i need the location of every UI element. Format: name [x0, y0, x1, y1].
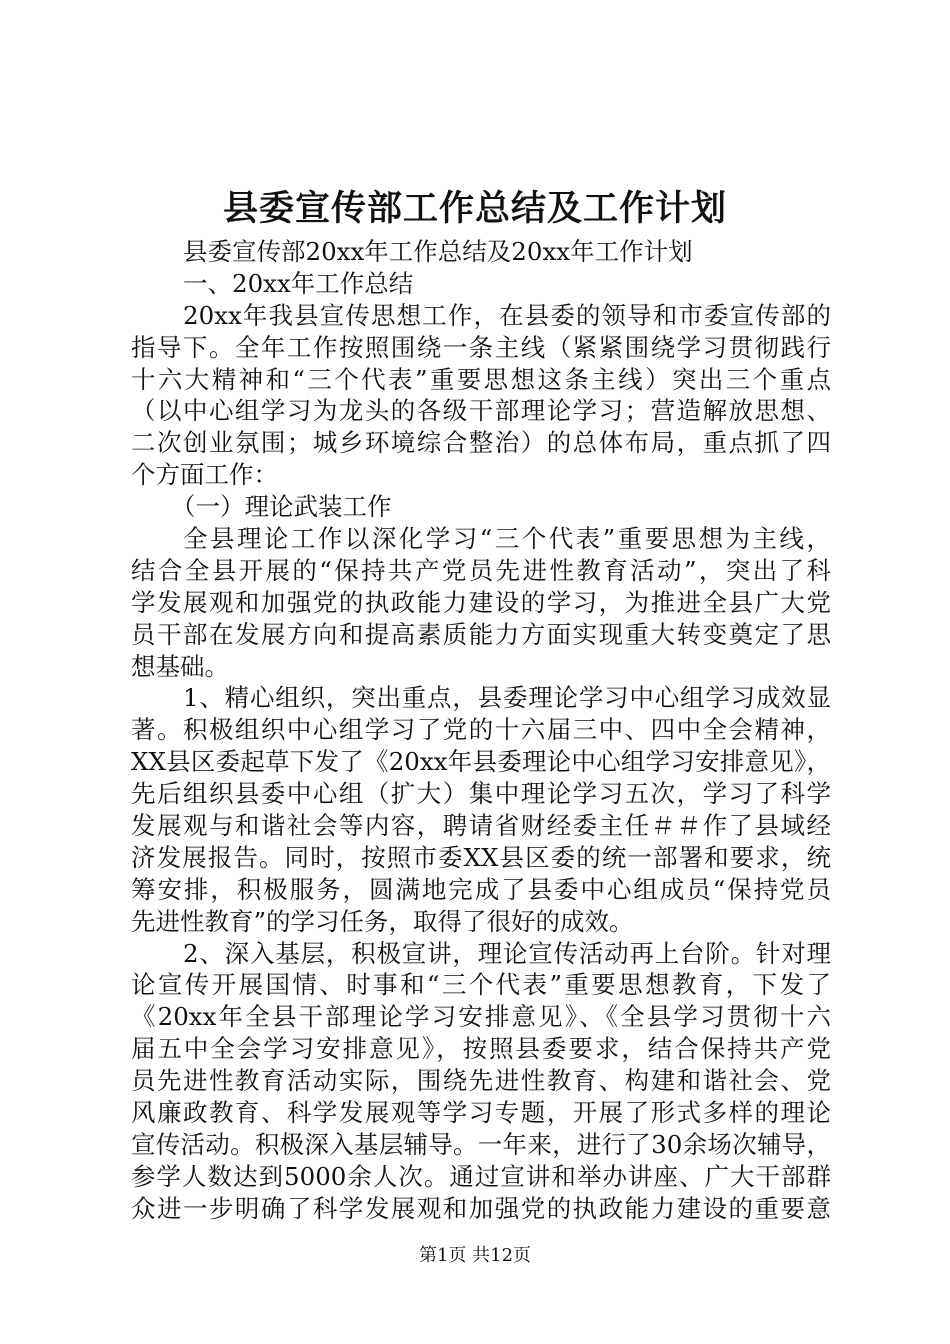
text-line: 著。积极组织中心组学习了党的十六届三中、四中全会精神， [131, 715, 831, 745]
text-line: 想基础。 [131, 651, 229, 681]
text-line: 筹安排，积极服务，圆满地完成了县委中心组成员“保持党员 [131, 874, 831, 904]
text-line: 1、精心组织，突出重点，县委理论学习中心组学习成效显 [183, 683, 831, 713]
text-line: 《20xx年全县干部理论学习安排意见》、《全县学习贯彻十六 [131, 1002, 831, 1032]
text-line: 一、20xx年工作总结 [183, 268, 414, 298]
document-body [131, 236, 831, 1225]
text-line: 全县理论工作以深化学习“三个代表”重要思想为主线， [183, 524, 831, 554]
document-title: 县委宣传部工作总结及工作计划 [222, 188, 727, 229]
text-line: XX县区委起草下发了《20xx年县委理论中心组学习安排意见》， [131, 747, 831, 777]
text-line: 十六大精神和“三个代表”重要思想这条主线）突出三个重点 [131, 364, 831, 394]
text-line: （一）理论武装工作 [171, 492, 392, 522]
text-line: 先进性教育”的学习任务，取得了很好的成效。 [131, 906, 634, 936]
text-line: 二次创业氛围；城乡环境综合整治）的总体布局，重点抓了四 [131, 428, 831, 458]
text-line: 风廉政教育、科学发展观等学习专题，开展了形式多样的理论 [131, 1098, 831, 1128]
text-line: 济发展报告。同时，按照市委XX县区委的统一部署和要求，统 [131, 842, 831, 872]
text-line: 县委宣传部20xx年工作总结及20xx年工作计划 [183, 237, 693, 266]
text-line: 个方面工作： [131, 460, 278, 490]
text-line: 先后组织县委中心组（扩大）集中理论学习五次，学习了科学 [131, 779, 831, 809]
text-line: 发展观与和谐社会等内容，聘请省财经委主任＃＃作了县域经 [131, 811, 831, 841]
text-line: 结合全县开展的“保持共产党员先进性教育活动”，突出了科 [131, 555, 831, 585]
text-line: 参学人数达到5000余人次。通过宣讲和举办讲座、广大干部群 [131, 1161, 831, 1191]
text-line: 学发展观和加强党的执政能力建设的学习，为推进全县广大党 [131, 587, 831, 617]
text-line: 20xx年我县宣传思想工作，在县委的领导和市委宣传部的 [183, 300, 831, 330]
text-line: 员干部在发展方向和提高素质能力方面实现重大转变奠定了思 [131, 619, 831, 649]
text-line: 宣传活动。积极深入基层辅导。一年来，进行了30余场次辅导， [131, 1129, 831, 1159]
text-line: （以中心组学习为龙头的各级干部理论学习；营造解放思想、 [131, 396, 831, 426]
text-line: 论宣传开展国情、时事和“三个代表”重要思想教育，下发了 [131, 970, 831, 1000]
text-line: 员先进性教育活动实际，围绕先进性教育、构建和谐社会、党 [131, 1066, 831, 1096]
text-line: 2、深入基层，积极宣讲，理论宣传活动再上台阶。针对理 [183, 938, 831, 968]
text-line: 指导下。全年工作按照围绕一条主线（紧紧围绕学习贯彻践行 [131, 332, 831, 362]
text-line: 届五中全会学习安排意见》，按照县委要求，结合保持共产党 [131, 1034, 831, 1064]
text-line: 众进一步明确了科学发展观和加强党的执政能力建设的重要意 [131, 1193, 831, 1223]
page-footer: 第1页 共12页 [418, 1245, 532, 1266]
